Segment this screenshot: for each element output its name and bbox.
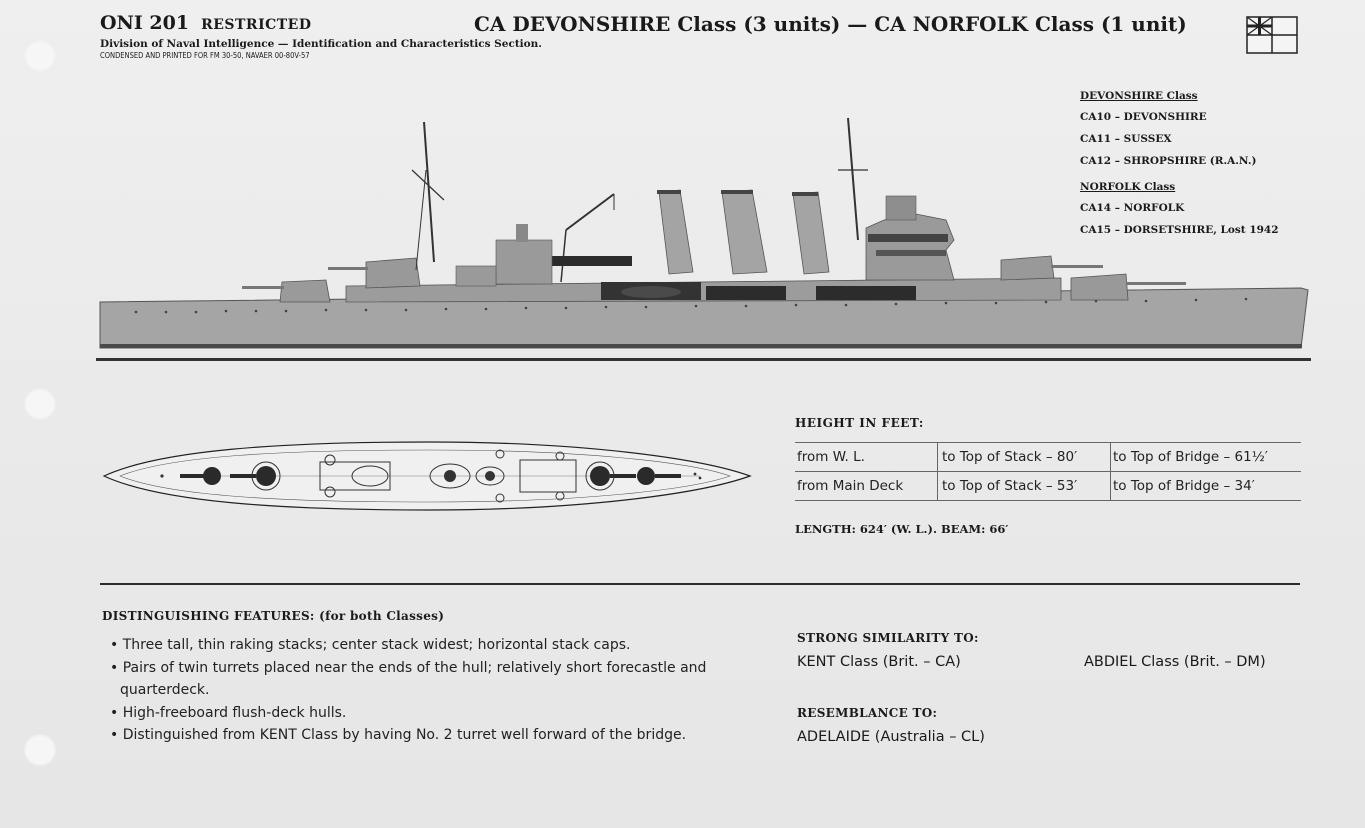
list-item: • Three tall, thin raking stacks; center stack widest; horizontal stack caps. [110, 637, 631, 653]
height-stack: to Top of Stack – 80′ [938, 443, 1111, 472]
doc-code-text: ONI 201 [100, 12, 190, 34]
table-row [795, 443, 1301, 472]
section-divider [100, 583, 1300, 585]
binder-hole [24, 734, 56, 766]
unit-item: CA15 – DORSETSHIRE, Lost 1942 [1080, 224, 1279, 236]
resemblance-item: ADELAIDE (Australia – CL) [797, 729, 985, 745]
division-line: Division of Naval Intelligence — Identification and Characteristics Section. [100, 38, 542, 50]
unit-item: CA12 – SHROPSHIRE (R.A.N.) [1080, 155, 1257, 167]
height-bridge: to Top of Bridge – 61½′ [1111, 443, 1302, 472]
similarity-item: ABDIEL Class (Brit. – DM) [1084, 654, 1266, 670]
naval-ensign-icon [1246, 16, 1298, 54]
height-ref: from W. L. [795, 443, 938, 472]
ship-plan-illustration [100, 436, 755, 516]
height-bridge: to Top of Bridge – 34′ [1111, 472, 1302, 501]
length-beam: LENGTH: 624′ (W. L.). BEAM: 66′ [795, 522, 1009, 536]
list-item: • Pairs of twin turrets placed near the ends of the hull; relatively short forecastle and quarterdeck. [110, 659, 707, 698]
list-item: • Distinguished from KENT Class by having No. 2 turret well forward of the bridge. [110, 727, 687, 743]
list-item: • High-freeboard flush-deck hulls. [110, 704, 347, 721]
ship-profile-illustration [96, 110, 1311, 370]
binder-hole [24, 388, 56, 420]
height-title: HEIGHT IN FEET: [795, 416, 924, 430]
similarity-item: KENT Class (Brit. – CA) [797, 654, 961, 670]
height-table [795, 442, 1301, 501]
unit-item: CA11 – SUSSEX [1080, 133, 1172, 145]
unit-item: CA10 – DEVONSHIRE [1080, 111, 1207, 123]
norfolk-heading: NORFOLK Class [1080, 181, 1176, 193]
unit-item: CA14 – NORFOLK [1080, 202, 1185, 214]
header [100, 10, 1300, 70]
table-row [795, 472, 1301, 501]
features-list [100, 634, 780, 747]
print-note: CONDENSED AND PRINTED FOR FM 30-50, NAVAER 00-80V-57 [100, 51, 310, 60]
restricted-mark: RESTRICTED [201, 17, 312, 33]
features-title: DISTINGUISHING FEATURES: (for both Classes) [102, 609, 445, 623]
devonshire-heading: DEVONSHIRE Class [1080, 90, 1198, 102]
height-ref: from Main Deck [795, 472, 938, 501]
similarity-title: STRONG SIMILARITY TO: [797, 631, 979, 645]
height-stack: to Top of Stack – 53′ [938, 472, 1111, 501]
binder-hole [24, 40, 56, 72]
doc-code [100, 12, 311, 34]
resemblance-title: RESEMBLANCE TO: [797, 706, 938, 720]
page-title: CA DEVONSHIRE Class (3 units) — CA NORFOLK Class (1 unit) [474, 12, 1187, 36]
